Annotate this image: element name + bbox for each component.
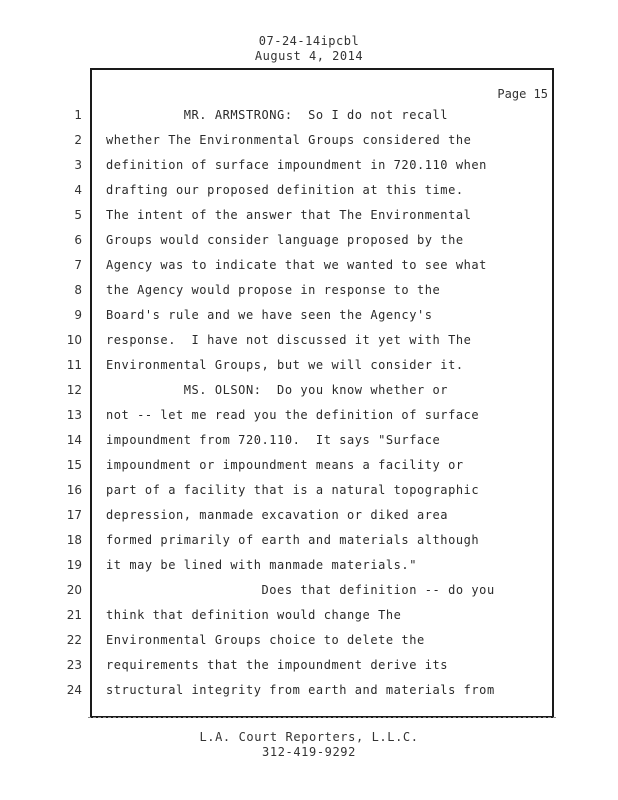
line-text: depression, manmade excavation or diked area	[106, 508, 449, 522]
line-number: 21	[66, 608, 82, 622]
transcript-line	[0, 653, 618, 678]
line-text: response. I have not discussed it yet with The	[106, 333, 472, 347]
line-number: 11	[66, 358, 82, 372]
line-text: impoundment or impoundment means a facility or	[106, 458, 464, 472]
line-text: part of a facility that is a natural topographic	[106, 483, 480, 497]
line-number: 16	[66, 483, 82, 497]
line-text: requirements that the impoundment derive its	[106, 658, 449, 672]
line-number: 18	[66, 533, 82, 547]
transcript-line	[0, 528, 618, 553]
line-text: structural integrity from earth and materials from	[106, 683, 495, 697]
line-text: not -- let me read you the definition of surface	[106, 408, 480, 422]
line-number: 2	[74, 133, 82, 147]
transcript-line	[0, 278, 618, 303]
transcript-line	[0, 678, 618, 703]
line-text: drafting our proposed definition at this time.	[106, 183, 464, 197]
line-text: the Agency would propose in response to the	[106, 283, 441, 297]
document-date: August 4, 2014	[254, 49, 364, 63]
line-text: Does that definition -- do you	[106, 583, 495, 597]
line-number: 6	[74, 233, 82, 247]
transcript-line	[0, 553, 618, 578]
line-number: 7	[74, 258, 82, 272]
transcript-line	[0, 578, 618, 603]
line-number: 19	[66, 558, 82, 572]
line-number: 15	[66, 458, 82, 472]
transcript-line	[0, 403, 618, 428]
document-id: 07-24-14ipcbl	[258, 34, 360, 48]
transcript-line	[0, 228, 618, 253]
line-text: MR. ARMSTRONG: So I do not recall	[106, 108, 449, 122]
line-number: 5	[74, 208, 82, 222]
line-text: MS. OLSON: Do you know whether or	[106, 383, 449, 397]
line-text: Environmental Groups choice to delete the	[106, 633, 425, 647]
line-text: Environmental Groups, but we will consider it.	[106, 358, 464, 372]
court-reporter-name: L.A. Court Reporters, L.L.C.	[199, 730, 419, 744]
transcript-line	[0, 453, 618, 478]
transcript-line	[0, 428, 618, 453]
line-number: 4	[74, 183, 82, 197]
transcript-line	[0, 503, 618, 528]
transcript-line	[0, 628, 618, 653]
transcript-line	[0, 303, 618, 328]
line-text: impoundment from 720.110. It says "Surface	[106, 433, 441, 447]
line-text: whether The Environmental Groups considered the	[106, 133, 472, 147]
court-reporter-phone: 312-419-9292	[262, 745, 356, 759]
transcript-line	[0, 153, 618, 178]
line-text: Groups would consider language proposed by the	[106, 233, 464, 247]
line-number: 1	[74, 108, 82, 122]
transcript-line	[0, 178, 618, 203]
line-number: 20	[66, 583, 82, 597]
transcript-line	[0, 353, 618, 378]
line-number: 10	[66, 333, 82, 347]
line-text: think that definition would change The	[106, 608, 402, 622]
line-number: 14	[66, 433, 82, 447]
line-text: The intent of the answer that The Environmental	[106, 208, 472, 222]
frame-bottom-rule	[88, 717, 556, 720]
transcript-line	[0, 203, 618, 228]
line-number: 12	[66, 383, 82, 397]
line-number: 23	[66, 658, 82, 672]
line-number: 8	[74, 283, 82, 297]
transcript-line	[0, 253, 618, 278]
line-number: 24	[66, 683, 82, 697]
transcript-line	[0, 603, 618, 628]
line-text: Agency was to indicate that we wanted to see what	[106, 258, 487, 272]
line-text: formed primarily of earth and materials although	[106, 533, 480, 547]
line-number: 3	[74, 158, 82, 172]
line-text: definition of surface impoundment in 720.110 when	[106, 158, 487, 172]
line-text: Board's rule and we have seen the Agency's	[106, 308, 433, 322]
page-number: Page 15	[497, 87, 548, 101]
transcript-line	[0, 328, 618, 353]
transcript-line	[0, 378, 618, 403]
transcript-line	[0, 103, 618, 128]
line-number: 17	[66, 508, 82, 522]
transcript-line	[0, 128, 618, 153]
line-number: 9	[74, 308, 82, 322]
line-text: it may be lined with manmade materials."	[106, 558, 417, 572]
transcript-line	[0, 478, 618, 503]
line-number: 13	[66, 408, 82, 422]
line-number: 22	[66, 633, 82, 647]
